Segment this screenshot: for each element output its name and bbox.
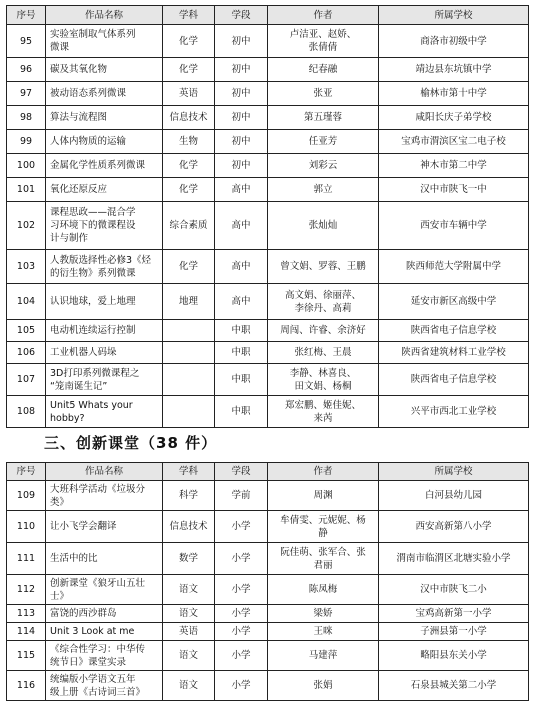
cell-stage: 小学 — [215, 543, 268, 575]
cell-no: 101 — [7, 178, 46, 202]
cell-title: 让小飞学会翻译 — [46, 511, 163, 543]
cell-stage: 初中 — [215, 58, 268, 82]
cell-no: 96 — [7, 58, 46, 82]
cell-no: 108 — [7, 396, 46, 428]
header-no: 序号 — [7, 6, 46, 25]
table-header-row — [7, 463, 529, 481]
cell-author: 张红梅、王晨 — [268, 342, 379, 364]
cell-school: 榆林市第十中学 — [379, 82, 529, 106]
cell-stage: 小学 — [215, 641, 268, 671]
cell-no: 104 — [7, 284, 46, 320]
cell-stage: 高中 — [215, 250, 268, 284]
cell-no: 111 — [7, 543, 46, 575]
cell-stage: 高中 — [215, 202, 268, 250]
cell-no: 95 — [7, 25, 46, 58]
cell-title: 被动语态系列微课 — [46, 82, 163, 106]
table-header-row — [7, 6, 529, 25]
cell-title: 工业机器人码垛 — [46, 342, 163, 364]
cell-subject: 地理 — [163, 284, 215, 320]
cell-subject: 化学 — [163, 154, 215, 178]
cell-school: 商洛市初级中学 — [379, 25, 529, 58]
cell-author: 高文娟、徐丽萍、 李徐丹、高莉 — [268, 284, 379, 320]
table-row — [7, 106, 529, 130]
cell-school: 神木市第二中学 — [379, 154, 529, 178]
cell-author: 王咪 — [268, 623, 379, 641]
table-row — [7, 342, 529, 364]
cell-subject: 语文 — [163, 605, 215, 623]
header-author: 作者 — [268, 463, 379, 481]
cell-title: 创新课堂《狼牙山五壮 士》 — [46, 575, 163, 605]
table-row — [7, 605, 529, 623]
table-row — [7, 481, 529, 511]
cell-subject: 英语 — [163, 623, 215, 641]
cell-title: 《综合性学习：中华传 统节日》课堂实录 — [46, 641, 163, 671]
cell-subject: 数学 — [163, 543, 215, 575]
cell-no: 113 — [7, 605, 46, 623]
cell-subject: 综合素质 — [163, 202, 215, 250]
cell-subject: 语文 — [163, 641, 215, 671]
cell-author: 陈凤梅 — [268, 575, 379, 605]
cell-title: 统编版小学语文五年 级上册《古诗词三首》 — [46, 671, 163, 701]
cell-stage: 初中 — [215, 154, 268, 178]
cell-no: 115 — [7, 641, 46, 671]
cell-stage: 初中 — [215, 130, 268, 154]
cell-author: 郑宏鹏、姬佳妮、 来芮 — [268, 396, 379, 428]
cell-school: 西安市车辆中学 — [379, 202, 529, 250]
cell-no: 107 — [7, 364, 46, 396]
table-row — [7, 154, 529, 178]
cell-stage: 小学 — [215, 511, 268, 543]
cell-author: 张娟 — [268, 671, 379, 701]
cell-stage: 初中 — [215, 25, 268, 58]
award-table-2 — [6, 462, 529, 701]
table-row — [7, 511, 529, 543]
cell-subject — [163, 342, 215, 364]
cell-author: 李静、林喜良、 田文娟、杨桐 — [268, 364, 379, 396]
cell-no: 98 — [7, 106, 46, 130]
cell-title: 氧化还原反应 — [46, 178, 163, 202]
cell-stage: 初中 — [215, 82, 268, 106]
cell-subject: 信息技术 — [163, 106, 215, 130]
cell-author: 郭立 — [268, 178, 379, 202]
cell-stage: 小学 — [215, 671, 268, 701]
cell-school: 陕西省电子信息学校 — [379, 364, 529, 396]
section-title: 三、创新课堂（38 件） — [44, 434, 218, 452]
cell-school: 靖边县东坑镇中学 — [379, 58, 529, 82]
table-row — [7, 623, 529, 641]
header-subject: 学科 — [163, 6, 215, 25]
table-row — [7, 284, 529, 320]
cell-title: 课程思政——混合学 习环境下的微课程设 计与制作 — [46, 202, 163, 250]
cell-subject: 信息技术 — [163, 511, 215, 543]
cell-subject: 科学 — [163, 481, 215, 511]
header-subject: 学科 — [163, 463, 215, 481]
cell-school: 石泉县城关第二小学 — [379, 671, 529, 701]
cell-school: 西安高新第八小学 — [379, 511, 529, 543]
cell-subject — [163, 364, 215, 396]
cell-subject: 语文 — [163, 671, 215, 701]
table-row — [7, 202, 529, 250]
table-row — [7, 250, 529, 284]
cell-stage: 中职 — [215, 342, 268, 364]
cell-no: 110 — [7, 511, 46, 543]
cell-subject — [163, 320, 215, 342]
cell-subject: 英语 — [163, 82, 215, 106]
cell-title: Unit 3 Look at me — [46, 623, 163, 641]
cell-no: 116 — [7, 671, 46, 701]
cell-stage: 中职 — [215, 396, 268, 428]
cell-author: 任亚芳 — [268, 130, 379, 154]
cell-title: 算法与流程图 — [46, 106, 163, 130]
cell-school: 咸阳长庆子弟学校 — [379, 106, 529, 130]
cell-no: 114 — [7, 623, 46, 641]
cell-school: 汉中市陕飞一中 — [379, 178, 529, 202]
table-row — [7, 396, 529, 428]
cell-title: 大班科学活动《垃圾分 类》 — [46, 481, 163, 511]
cell-title: 生活中的比 — [46, 543, 163, 575]
cell-author: 第五瑾蓉 — [268, 106, 379, 130]
cell-no: 105 — [7, 320, 46, 342]
table-row — [7, 130, 529, 154]
header-title: 作品名称 — [46, 6, 163, 25]
cell-author: 刘彩云 — [268, 154, 379, 178]
cell-stage: 小学 — [215, 623, 268, 641]
cell-subject: 生物 — [163, 130, 215, 154]
table-row — [7, 25, 529, 58]
cell-no: 100 — [7, 154, 46, 178]
cell-title: 碳及其氧化物 — [46, 58, 163, 82]
cell-school: 略阳县东关小学 — [379, 641, 529, 671]
cell-subject: 语文 — [163, 575, 215, 605]
table-row — [7, 575, 529, 605]
table-row — [7, 82, 529, 106]
cell-title: 电动机连续运行控制 — [46, 320, 163, 342]
cell-stage: 高中 — [215, 178, 268, 202]
cell-stage: 中职 — [215, 364, 268, 396]
table-row — [7, 320, 529, 342]
cell-school: 子洲县第一小学 — [379, 623, 529, 641]
cell-school: 渭南市临渭区北塘实验小学 — [379, 543, 529, 575]
cell-no: 112 — [7, 575, 46, 605]
header-school: 所属学校 — [379, 463, 529, 481]
cell-no: 97 — [7, 82, 46, 106]
cell-author: 周闯、许睿、余济好 — [268, 320, 379, 342]
cell-title: Unit5 Whats your hobby? — [46, 396, 163, 428]
cell-no: 106 — [7, 342, 46, 364]
cell-school: 白河县幼儿园 — [379, 481, 529, 511]
cell-no: 103 — [7, 250, 46, 284]
cell-school: 延安市新区高级中学 — [379, 284, 529, 320]
cell-author: 梁娇 — [268, 605, 379, 623]
cell-stage: 小学 — [215, 575, 268, 605]
cell-stage: 高中 — [215, 284, 268, 320]
cell-title: 金属化学性质系列微课 — [46, 154, 163, 178]
cell-title: 认识地球，爱上地理 — [46, 284, 163, 320]
cell-subject: 化学 — [163, 25, 215, 58]
cell-school: 陕西省电子信息学校 — [379, 320, 529, 342]
cell-author: 卢洁亚、赵娇、 张倩倩 — [268, 25, 379, 58]
cell-no: 102 — [7, 202, 46, 250]
table-row — [7, 543, 529, 575]
table-row — [7, 58, 529, 82]
cell-school: 兴平市西北工业学校 — [379, 396, 529, 428]
award-table-1 — [6, 5, 529, 428]
cell-stage: 初中 — [215, 106, 268, 130]
header-stage: 学段 — [215, 6, 268, 25]
cell-subject: 化学 — [163, 178, 215, 202]
cell-author: 马建萍 — [268, 641, 379, 671]
cell-stage: 小学 — [215, 605, 268, 623]
table-row — [7, 671, 529, 701]
cell-no: 99 — [7, 130, 46, 154]
cell-author: 纪春融 — [268, 58, 379, 82]
cell-title: 3D打印系列微课程之 “笼南诞生记” — [46, 364, 163, 396]
cell-school: 汉中市陕飞二小 — [379, 575, 529, 605]
cell-school: 陕西省建筑材料工业学校 — [379, 342, 529, 364]
header-school: 所属学校 — [379, 6, 529, 25]
header-no: 序号 — [7, 463, 46, 481]
cell-stage: 中职 — [215, 320, 268, 342]
cell-school: 宝鸡市渭滨区宝二电子校 — [379, 130, 529, 154]
header-title: 作品名称 — [46, 463, 163, 481]
cell-school: 宝鸡高新第一小学 — [379, 605, 529, 623]
table-row — [7, 364, 529, 396]
cell-author: 牟倩雯、元妮妮、杨 静 — [268, 511, 379, 543]
cell-school: 陕西师范大学附属中学 — [379, 250, 529, 284]
cell-subject: 化学 — [163, 58, 215, 82]
cell-author: 曾文娟、罗蓉、王鹏 — [268, 250, 379, 284]
cell-title: 人体内物质的运输 — [46, 130, 163, 154]
table-row — [7, 641, 529, 671]
header-stage: 学段 — [215, 463, 268, 481]
cell-title: 富饶的西沙群岛 — [46, 605, 163, 623]
cell-author: 张亚 — [268, 82, 379, 106]
cell-no: 109 — [7, 481, 46, 511]
cell-title: 人教版选择性必修3《烃 的衍生物》系列微课 — [46, 250, 163, 284]
cell-author: 张灿灿 — [268, 202, 379, 250]
table-row — [7, 178, 529, 202]
cell-stage: 学前 — [215, 481, 268, 511]
cell-subject: 化学 — [163, 250, 215, 284]
cell-author: 阮佳萌、张军合、张 君丽 — [268, 543, 379, 575]
header-author: 作者 — [268, 6, 379, 25]
cell-title: 实验室制取气体系列 微课 — [46, 25, 163, 58]
cell-author: 周渊 — [268, 481, 379, 511]
cell-subject — [163, 396, 215, 428]
